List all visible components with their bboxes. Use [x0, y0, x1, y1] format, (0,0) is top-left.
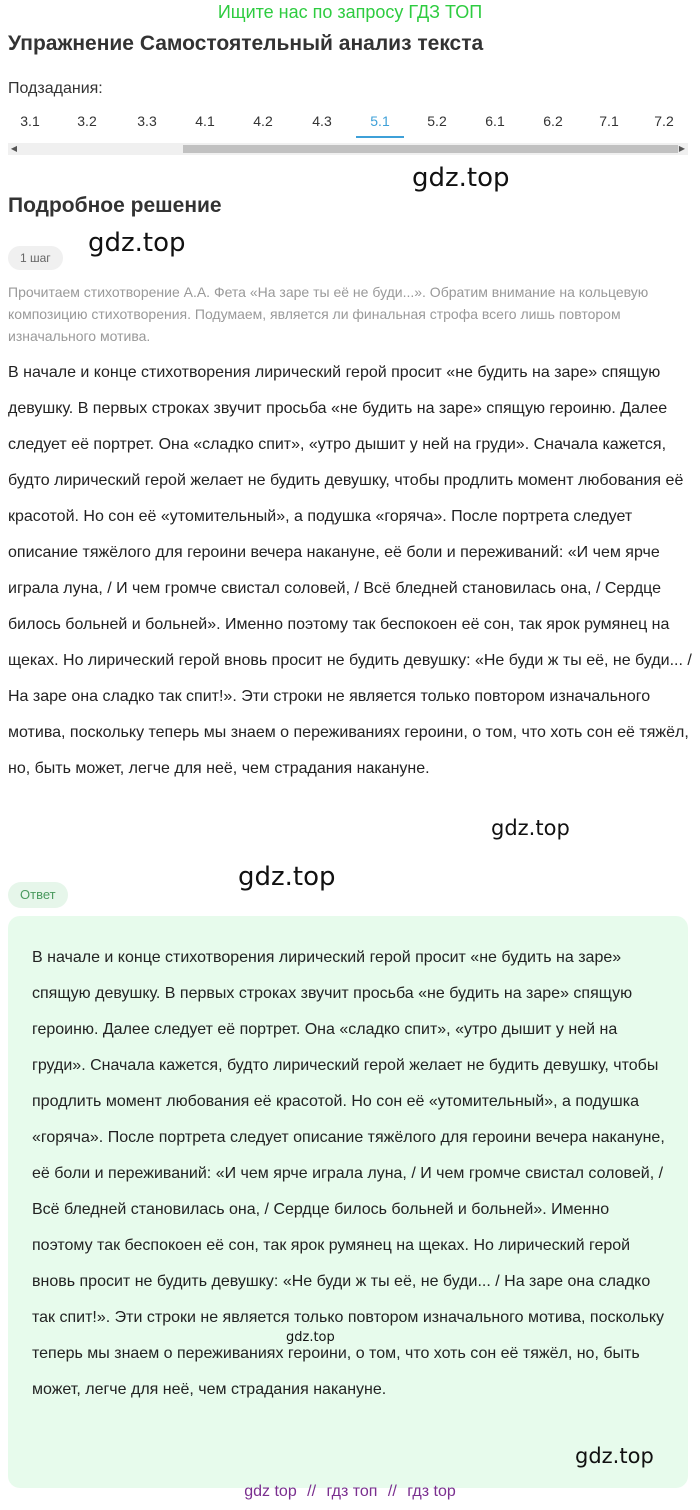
tab-5-2[interactable]: 5.2 [427, 113, 447, 129]
tab-3-2[interactable]: 3.2 [77, 113, 97, 129]
section-title: Подробное решение [8, 194, 222, 217]
search-banner: Ищите нас по запросу ГДЗ ТОП [217, 2, 483, 22]
tab-6-2[interactable]: 6.2 [543, 113, 563, 129]
answer-badge: Ответ [8, 882, 68, 908]
tab-6-1[interactable]: 6.1 [485, 113, 505, 129]
footer-link-gdz-top[interactable]: gdz top [244, 1483, 297, 1500]
tabs-scrollbar[interactable] [8, 143, 688, 155]
watermark: gdz.top [286, 1330, 335, 1345]
tab-3-1[interactable]: 3.1 [20, 113, 40, 129]
watermark: gdz.top [88, 228, 186, 258]
tab-7-2[interactable]: 7.2 [654, 113, 674, 129]
scroll-left-icon[interactable]: ◀ [10, 144, 18, 153]
footer-separator: // [307, 1483, 317, 1500]
hint-text: Прочитаем стихотворение А.А. Фета «На заре ты её не буди...». Обратим внимание на кольцевую композицию стихотворения. Подумаем, является ли финальная строфа всего лишь повтором изначального мотива. [8, 284, 649, 344]
watermark: gdz.top [238, 862, 336, 892]
page-title: Упражнение Самостоятельный анализ текста [8, 32, 484, 55]
tab-7-1[interactable]: 7.1 [599, 113, 619, 129]
step-badge: 1 шаг [8, 246, 63, 270]
watermark: gdz.top [491, 816, 570, 840]
subtask-tabs [0, 108, 700, 140]
footer-links [0, 1483, 700, 1501]
subtasks-label: Подзадания: [8, 80, 103, 97]
scroll-right-icon[interactable]: ▶ [678, 144, 686, 153]
tab-4-1[interactable]: 4.1 [195, 113, 215, 129]
scrollbar-thumb[interactable] [183, 145, 678, 153]
footer-link-gdz-top-ru[interactable]: гдз топ [326, 1483, 378, 1500]
answer-text: В начале и конце стихотворения лирический герой просит «не будить на заре» спящую девушку. В первых строках звучит просьба «не будить на заре» спящую героиню. Далее следует её портрет. Она «сладко спит», «утро дышит у ней на груди». Сначала кажется, будто лирический герой желает не будить девушку, чтобы продлить момент любования её красотой. Но сон её «утомительный», а подушка «горяча». После портрета следует описание тяжёлого для героини вечера накануне, её боли и переживаний: «И чем ярче играла луна, / И чем громче свистал соловей, / Всё бледней становилась она, / Сердце билось больней и больней». Именно поэтому так беспокоен её сон, так ярок румянец на щеках. Но лирический герой вновь просит не будить девушку: «Не буди ж ты её, не буди... / На заре она сладко так спит!». Эти строки не является только повтором изначального мотива, поскольку теперь мы знаем о переживаниях героини, о том, что хоть сон её тяжёл, но, быть может, легче для неё, чем страдания накануне. [32, 949, 665, 1398]
tab-4-2[interactable]: 4.2 [253, 113, 273, 129]
tab-5-1[interactable]: 5.1 [356, 108, 404, 138]
solution-text: В начале и конце стихотворения лирический герой просит «не будить на заре» спящую девушку. В первых строках звучит просьба «не будить на заре» спящую героиню. Далее следует её портрет. Она «сладко спит», «утро дышит у ней на груди». Сначала кажется, будто лирический герой желает не будить девушку, чтобы продлить момент любования её красотой. Но сон её «утомительный», а подушка «горяча». После портрета следует описание тяжёлого для героини вечера накануне, её боли и переживаний: «И чем ярче играла луна, / И чем громче свистал соловей, / Всё бледней становилась она, / Сердце билось больней и больней». Именно поэтому так беспокоен её сон, так ярок румянец на щеках. Но лирический герой вновь просит не будить девушку: «Не буди ж ты её, не буди... / На заре она сладко так спит!». Эти строки не является только повтором изначального мотива, поскольку теперь мы знаем о переживаниях героини, о том, что хоть сон её тяжёл, но, быть может, легче для неё, чем страдания накануне. [8, 364, 692, 777]
watermark: gdz.top [412, 163, 510, 193]
tab-3-3[interactable]: 3.3 [137, 113, 157, 129]
tab-4-3[interactable]: 4.3 [312, 113, 332, 129]
footer-link-gdz-top-mixed[interactable]: гдз top [407, 1483, 456, 1500]
footer-separator: // [387, 1483, 397, 1500]
watermark: gdz.top [575, 1444, 654, 1468]
